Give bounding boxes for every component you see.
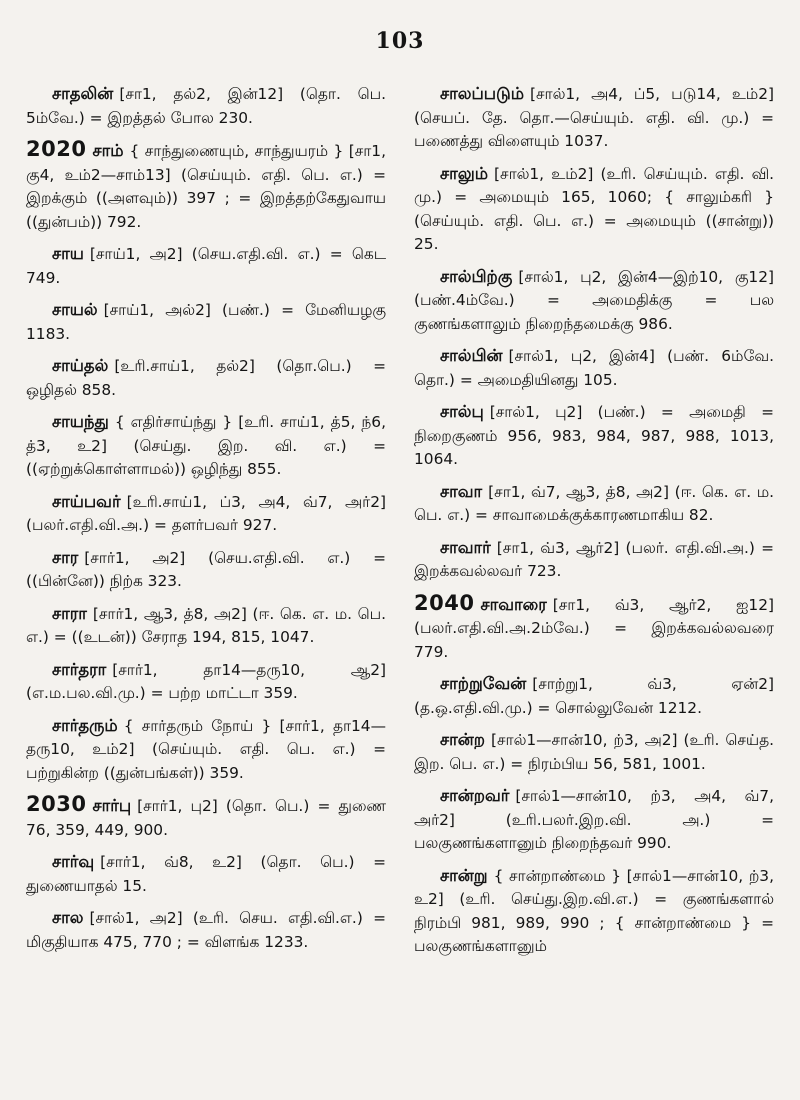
entry-number: 2040 — [414, 590, 475, 615]
entry-gloss: [சா1, வ்3, ஆர்2] (பலர். எதி.வி.அ.) = இறக்கவல்லவர் 723. — [414, 538, 774, 580]
dictionary-entry — [26, 850, 386, 898]
entry-headword: சாவா — [440, 481, 483, 501]
entry-gloss: [சாற்று1, வ்3, ஏன்2] (த.ஒ.எதி.வி.மு.) = சொல்லுவேன் 1212. — [414, 675, 774, 717]
entry-headword: சாய்தல் — [52, 356, 109, 375]
dictionary-entry — [414, 265, 774, 337]
entry-headword: சான்றவர் — [440, 786, 510, 805]
entry-gloss: [சாய்1, அ2] (செய.எதி.வி. எ.) = கெட 749. — [26, 245, 386, 287]
entry-gloss: [சார்1, ஆ3, த்8, அ2] (ஈ. கெ. எ. ம. பெ. எ.) = ((உடன்)) சேராத 194, 815, 1047. — [26, 604, 386, 646]
entry-headword: சாய — [52, 244, 84, 263]
entry-headword: சார்பு — [92, 796, 132, 815]
dictionary-entry — [26, 658, 386, 706]
dictionary-entry — [26, 82, 386, 130]
dictionary-entry — [26, 298, 386, 346]
left-column — [26, 82, 386, 967]
dictionary-entry — [26, 602, 386, 650]
dictionary-entry — [26, 546, 386, 594]
entry-headword: சாலும் — [440, 163, 489, 183]
entry-gloss: [சால்1, பு2, இன்4] (பண். 6ம்வே. தொ.) = அமைதியினது 105. — [414, 347, 774, 389]
dictionary-entry — [414, 536, 774, 584]
entry-gloss: [சால்1, அ4, ப்5, படு14, உம்2] (செயப். தே. தொ.—செய்யும். எதி. வி. மு.) = பணைத்து விளையும் 1037. — [414, 85, 774, 150]
entry-headword: சார்தரும் — [52, 715, 118, 735]
dictionary-entry — [26, 410, 386, 482]
entry-headword: சார — [52, 547, 79, 567]
entry-gloss: [சார்1, அ2] (செய.எதி.வி. எ.) = ((பின்னே)) நிற்க 323. — [26, 548, 386, 590]
page-number: 103 — [375, 28, 425, 54]
entry-headword: சாவாரை — [480, 594, 547, 614]
entry-gloss: [சால்1—சான்10, ற்3, அ4, வ்7, அர்2] (உரி.பலர்.இற.வி. அ.) = பலகுணங்களானும் நிறைந்தவர் 990. — [414, 787, 774, 852]
entry-headword: சாரா — [52, 603, 87, 623]
dictionary-entry — [414, 864, 774, 959]
entry-gloss: [சார்1, தா14—தரு10, ஆ2] (எ.ம.பல.வி.மு.) = பற்ற மாட்டா 359. — [26, 660, 386, 702]
entry-gloss: [சா1, தல்2, இன்12] (தொ. பெ. 5ம்வே.) = இறத்தல் போல 230. — [26, 85, 386, 127]
entry-number: 2030 — [26, 792, 87, 816]
entry-gloss: [சார்1, பு2] (தொ. பெ.) = துணை 76, 359, 449, 900. — [26, 797, 386, 839]
dictionary-entry — [26, 490, 386, 538]
entry-headword: சார்வு — [52, 852, 95, 871]
entry-gloss: [சால்1, பு2] (பண்.) = அமைதி = நிறைகுணம் 956, 983, 984, 987, 988, 1013, 1064. — [414, 403, 774, 468]
dictionary-entry — [414, 344, 774, 392]
entry-headword: சார்தரா — [52, 659, 107, 679]
entry-headword: சாயல் — [52, 300, 98, 319]
dictionary-entry — [414, 162, 774, 257]
dictionary-entry — [414, 728, 774, 776]
dictionary-entry — [26, 242, 386, 290]
dictionary-entry — [414, 480, 774, 528]
dictionary-entry — [26, 138, 386, 234]
dictionary-entry — [414, 672, 774, 720]
entry-headword: சாய்பவர் — [52, 491, 121, 511]
entry-gloss: { எதிர்சாய்ந்து } [உரி. சாய்1, த்5, ந்6, த்3, உ2] (செய்து. இற. வி. எ.) = ((ஏற்றுக்கொள்ளாமல்)) ஒழிந்து 855. — [26, 413, 386, 478]
entry-gloss: { சாந்துணையும், சாந்துயரம் } [சா1, கு4, உம்2—சாம்13] (செய்யும். எதி. பெ. எ.) = இறக்கும் ((அளவும்)) 397 ; = இறத்தற்கேதுவாய ((துன்பம்)) 792. — [26, 142, 386, 231]
entry-headword: சால — [52, 908, 84, 927]
entry-headword: சான்று — [440, 865, 488, 885]
dictionary-entry — [414, 784, 774, 856]
entry-gloss: [சார்1, வ்8, உ2] (தொ. பெ.) = துணையாதல் 15. — [26, 853, 386, 895]
entry-gloss: [சால்1, அ2] (உரி. செய. எதி.வி.எ.) = மிகுதியாக 475, 770 ; = விளங்க 1233. — [26, 909, 386, 951]
entry-gloss: [சா1, வ்3, ஆர்2, ஐ12] (பலர்.எதி.வி.அ.2ம்வே.) = இறக்கவல்லவரை 779. — [414, 595, 774, 661]
dictionary-entry — [414, 592, 774, 665]
entry-headword: சால்பிற்கு — [440, 266, 513, 286]
entry-headword: சால்பின் — [440, 346, 503, 365]
entry-gloss: { சான்றாண்மை } [சால்1—சான்10, ற்3, உ2] (உரி. செய்து.இற.வி.எ.) = குணங்களால் நிரம்பி 981, 989, 990 ; { சான்றாண்மை } = பலகுணங்களானும் — [414, 866, 774, 955]
entry-headword: சாதலின் — [52, 84, 114, 103]
entry-gloss: [சா1, வ்7, ஆ3, த்8, அ2] (ஈ. கெ. எ. ம. பெ. எ.) = சாவாமைக்குக்காரணமாகிய 82. — [414, 482, 774, 524]
dictionary-entry — [414, 400, 774, 472]
entry-headword: சாம் — [92, 141, 124, 160]
dictionary-entry — [26, 354, 386, 402]
entry-gloss: { சார்தரும் நோய் } [சார்1, தா14—தரு10, உம்2] (செய்யும். எதி. பெ. எ.) = பற்றுகின்ற ((துன்பங்கள்)) 359. — [26, 716, 386, 782]
entry-gloss: [சால்1, பு2, இன்4—இற்10, கு12] (பண்.4ம்வே.) = அமைதிக்கு = பல குணங்களாலும் நிறைந்தமைக்கு 986. — [414, 267, 774, 333]
entry-gloss: [உரி.சாய்1, தல்2] (தொ.பெ.) = ஒழிதல் 858. — [26, 357, 386, 399]
dictionary-entry — [26, 793, 386, 842]
entry-gloss: [உரி.சாய்1, ப்3, அ4, வ்7, அர்2] (பலர்.எதி.வி.அ.) = தளர்பவர் 927. — [26, 492, 386, 534]
columns — [26, 82, 774, 967]
entry-gloss: [சால்1—சான்10, ற்3, அ2] (உரி. செய்த. இற. பெ. எ.) = நிரம்பிய 56, 581, 1001. — [414, 731, 774, 773]
entry-headword: சால்பு — [440, 402, 484, 421]
entry-gloss: [சால்1, உம்2] (உரி. செய்யும். எதி. வி. மு.) = அமையும் 165, 1060; { சாலும்கரி } (செய்யும். எதி. பெ. எ.) = அமையும் ((சான்று)) 25. — [414, 164, 774, 253]
entry-headword: சாயந்து — [52, 412, 109, 431]
dictionary-entry — [26, 714, 386, 786]
right-column — [414, 82, 774, 967]
entry-gloss: [சாய்1, அல்2] (பண்.) = மேனியழகு 1183. — [26, 301, 386, 343]
entry-headword: சாலப்படும் — [440, 84, 525, 103]
entry-headword: சான்ற — [440, 730, 485, 749]
dictionary-entry — [414, 82, 774, 154]
dictionary-entry — [26, 906, 386, 954]
entry-headword: சாற்றுவேன் — [440, 674, 527, 693]
entry-number: 2020 — [26, 137, 87, 161]
entry-headword: சாவார் — [440, 537, 491, 557]
